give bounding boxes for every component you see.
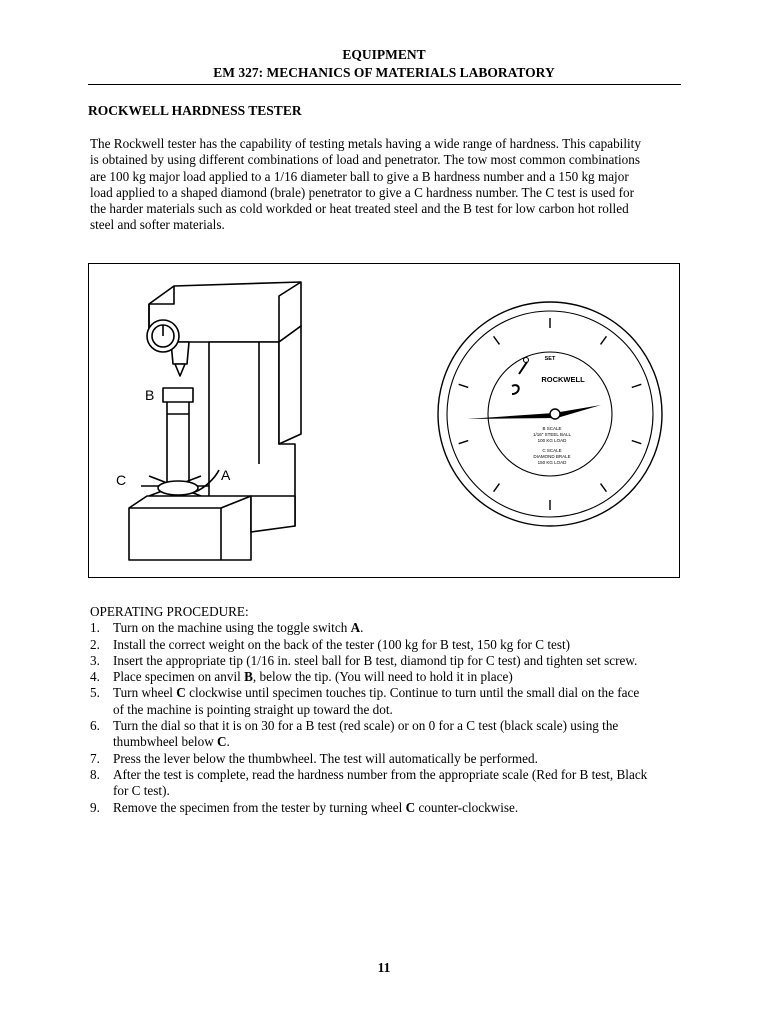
procedure-step [90,685,690,718]
dial-c-scale-2: DIAMOND BRALE [533,454,571,459]
intro-line: load applied to a shaped diamond (brale) penetrator to give a C hardness number. The C test is used for [90,184,634,200]
procedure-steps [90,620,690,816]
intro-line: steel and softer materials. [90,217,225,233]
dial-b-scale-1: B SCALE [542,426,562,431]
step-text: Turn the dial so that it is on 30 for a B test (red scale) or on 0 for a C test (black scale) using the [113,718,619,734]
step-text: Place specimen on anvil B, below the tip. (You will need to hold it in place) [113,669,513,685]
step-reference: C [217,734,227,750]
step-reference: C [176,685,186,701]
header-rule [88,84,681,85]
procedure-step [90,620,690,636]
dial-brand-label: ROCKWELL [541,375,585,384]
step-number: 1. [90,620,100,636]
step-reference: B [244,669,253,685]
header-line-2: EM 327: MECHANICS OF MATERIALS LABORATORY [213,65,555,80]
dial-face [438,302,662,526]
step-text: Press the lever below the thumbwheel. The test will automatically be performed. [113,750,538,766]
operating-procedure [90,604,690,816]
rockwell-machine-drawing [129,282,301,560]
procedure-step [90,767,690,800]
step-reference: C [405,799,416,815]
procedure-step [90,653,690,669]
step-number: 9. [90,799,100,815]
step-number: 3. [90,652,100,668]
tester-figure [88,263,680,578]
step-number: 6. [90,718,100,734]
step-text: Turn wheel C clockwise until specimen touches tip. Continue to turn until the small dial on the face [113,685,640,701]
procedure-step [90,800,690,816]
procedure-step [90,637,690,653]
step-text: thumbwheel below C. [113,734,230,750]
intro-line: the harder materials such as cold workded or heat treated steel and the B test for low carbon hot rolled [90,201,629,217]
step-number: 2. [90,636,100,652]
step-text: for C test). [113,783,170,799]
tester-illustration [89,264,681,579]
page-number: 11 [377,960,391,975]
step-text: Install the correct weight on the back of the tester (100 kg for B test, 150 kg for C test) [113,636,571,652]
step-reference: A [350,620,361,636]
step-number: 5. [90,685,100,701]
procedure-step [90,751,690,767]
dial-c-scale-1: C SCALE [542,448,562,453]
step-text: Turn on the machine using the toggle switch A. [113,620,364,636]
dial-c-scale-3: 150 KG LOAD [537,460,567,465]
dial-b-scale-2: 1/16" STEEL BALL [533,432,571,437]
procedure-title: OPERATING PROCEDURE: [90,604,249,619]
header-line-1: EQUIPMENT [342,47,426,62]
dial-b-scale-3: 100 KG LOAD [537,438,567,443]
intro-paragraph [90,136,682,234]
procedure-step [90,669,690,685]
dial-set-label: SET [544,356,556,362]
intro-line: are 100 kg major load applied to a 1/16 diameter ball to give a B hardness number and a 150 kg major [90,168,629,184]
step-text: Insert the appropriate tip (1/16 in. steel ball for B test, diamond tip for C test) and tighten set screw. [113,652,638,668]
step-number: 8. [90,766,100,782]
step-text: Remove the specimen from the tester by turning wheel C counter-clockwise. [113,799,519,815]
intro-line: is obtained by using different combinations of load and penetrator. The tow most common combinations [90,152,640,168]
procedure-step [90,718,690,751]
step-text: of the machine is pointing straight up toward the dot. [113,701,393,717]
section-title: ROCKWELL HARDNESS TESTER [88,103,302,118]
intro-line: The Rockwell tester has the capability of testing metals having a wide range of hardness. This capability [90,136,641,151]
label-c: C [116,472,127,488]
step-number: 4. [90,669,100,685]
label-b: B [145,387,155,403]
label-a: A [221,467,231,483]
step-text: After the test is complete, read the hardness number from the appropriate scale (Red for B test, Black [113,766,648,782]
dial-hub [550,409,560,419]
step-number: 7. [90,750,100,766]
